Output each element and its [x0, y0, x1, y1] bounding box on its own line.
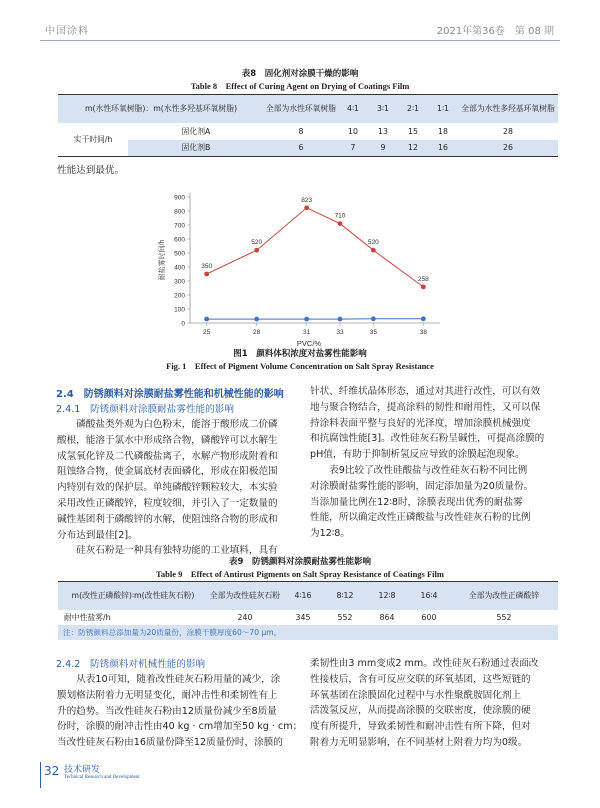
table8-cell: 15: [398, 123, 428, 140]
x-tick-label: 38: [419, 329, 427, 336]
y-tick-label: 900: [174, 194, 185, 202]
data-point: [204, 317, 209, 322]
header-divider: [40, 40, 560, 41]
table8-cell: 12: [398, 140, 428, 157]
text-line: 性能，所以确定改性正磷酸盐与改性硅灰石粉的比例: [310, 512, 531, 524]
data-point: [371, 316, 376, 321]
table8-row-name: 固化剂A: [128, 123, 264, 140]
table8-cell: 13: [368, 123, 398, 140]
text-line: 活泼氢反应，从而提高涂膜的交联密度，使涂膜的硬: [310, 705, 531, 717]
table8-col: 全部为水性多羟基环氧树脂: [458, 95, 558, 123]
text-line: 从表10可知，随着改性硅灰石粉用量的减少，涂: [57, 674, 281, 685]
data-point: [338, 221, 343, 226]
text-line: 性能达到最优。: [57, 165, 125, 176]
text-line: 硅灰石粉是一种具有独特功能的工业填料，具有: [57, 545, 278, 557]
subsection-heading: 2.4.2 防锈颜料对机械性能的影响: [56, 659, 206, 670]
page-number: 32: [44, 764, 60, 778]
figure1-chart: [150, 183, 450, 351]
x-tick-label: 31: [303, 329, 311, 336]
table8-cell: 10: [338, 123, 368, 140]
x-tick-label: 28: [253, 329, 261, 336]
table8-cell: 16: [428, 140, 458, 157]
y-axis-title: 耐盐雾时间/h: [159, 239, 166, 281]
table8-cell: 9: [368, 140, 398, 157]
text-line: 针状、纤维状晶体形态，通过对其进行改性，可以有效: [310, 386, 541, 397]
y-tick-label: 0: [181, 320, 185, 328]
table9-col: 12∶8: [366, 582, 408, 610]
data-point: [254, 317, 259, 322]
table9-cell: 600: [408, 610, 450, 627]
data-label: 823: [301, 196, 313, 204]
section-heading: 2.4 防锈颜料对涂膜耐盐雾性能和机械性能的影响: [56, 389, 284, 400]
issue-info: 2021年第36卷 第 08 期: [436, 26, 554, 37]
table8-col: 3∶1: [368, 95, 398, 123]
table9-title-en: Table 9 Effect of Antirust Pigments on Salt Spray Resistance of Coatings Film: [156, 569, 444, 579]
table8-cell: 7: [338, 140, 368, 157]
text-line: 当改性硅灰石粉由16质量份降至12质量份时，涂膜的: [57, 737, 283, 749]
table8-cell: 26: [458, 140, 558, 157]
text-line: 碱性基团利于磷酸锌的水解，使阻蚀络合物的形成和: [57, 513, 278, 525]
journal-name: 中国涂料: [45, 26, 89, 37]
table8-title-cn: 表8 固化剂对涂膜干燥的影响: [241, 69, 359, 79]
text-line: 阻蚀络合物，使金属底材表面磷化，形成在阳极范围: [57, 466, 278, 478]
y-tick-label: 800: [174, 208, 185, 216]
y-tick-label: 300: [174, 278, 185, 286]
y-tick-label: 600: [174, 236, 185, 244]
data-point: [421, 316, 426, 321]
footer-section-en: Technical Research and Development: [64, 775, 140, 780]
table8: [58, 94, 558, 157]
text-line: 持涂料表面平整与良好的光泽度，增加涂膜机械强度: [310, 417, 531, 429]
table8-col: 1∶1: [428, 95, 458, 123]
x-tick-label: 25: [203, 329, 211, 336]
text-line: 表9比较了改性硅酸盐与改性硅灰石粉不同比例: [310, 464, 528, 476]
figure1-caption-en: Fig. 1 Effect of Pigment Volume Concentration on Salt Spray Resistance: [166, 361, 434, 371]
table9-cell: 240: [208, 610, 282, 627]
y-tick-label: 700: [174, 222, 185, 230]
table8-cell: 6: [264, 140, 338, 157]
footer-section-cn: 技术研发: [64, 765, 101, 775]
table9-row-label: 耐中性盐雾/h: [58, 610, 208, 627]
text-line: 采用改性正磷酸锌，粒度较细，并引入了一定数量的: [57, 497, 278, 509]
table8-cell: 18: [428, 123, 458, 140]
table8-title-en: Table 8 Effect of Curing Agent on Drying of Coatings Film: [190, 81, 410, 91]
data-label: 350: [201, 263, 213, 270]
table9-col: 16∶4: [408, 582, 450, 610]
y-tick-label: 200: [174, 292, 185, 300]
text-line: 和抗腐蚀性能[3]。改性硅灰石粉呈碱性，可提高涂膜的: [310, 433, 545, 445]
y-tick-label: 400: [174, 264, 185, 272]
table8-col: 2∶1: [398, 95, 428, 123]
text-line: 磷酸盐类外观为白色粉末，能溶于酸形成二价磷: [57, 419, 278, 430]
data-point: [204, 272, 209, 277]
footer-divider: [40, 762, 41, 788]
text-line: pH值，有助于抑制析氢反应导致的涂膜起泡现象。: [310, 449, 525, 461]
text-line: 份时，涂膜的耐冲击性由40 kg · cm增加至50 kg · cm；: [57, 721, 303, 733]
table9-title-cn: 表9 防锈颜料对涂膜耐盐雾性能影响: [229, 557, 371, 567]
table9-col: 全部为改性硅灰石粉: [208, 582, 282, 610]
data-point: [304, 317, 309, 322]
text-line: 地与聚合物结合，提高涂料的韧性和耐用性，又可以保: [310, 401, 541, 413]
table8-row-name: 固化剂B: [128, 140, 264, 157]
figure1-caption-cn: 图1 颜料体积浓度对盐雾性能影响: [233, 349, 367, 359]
text-line: 对涂膜耐盐雾性能的影响，固定添加量为20质量份。: [310, 480, 534, 492]
data-label: 520: [367, 239, 379, 247]
data-point: [254, 248, 259, 253]
right-column: [310, 384, 560, 542]
text-line: 升的趋势。当改性硅灰石粉由12质量份减少至8质量: [57, 705, 277, 717]
y-tick-label: 500: [174, 250, 185, 258]
table8-header-label: m(水性环氧树脂)：m(水性多羟基环氧树脂): [58, 95, 264, 123]
table8-row-label: 实干时间/h: [58, 123, 128, 157]
x-tick-label: 33: [336, 329, 344, 336]
table9-col: 全部为改性正磷酸锌: [450, 582, 558, 610]
text-line: 分布达到最佳[2]。: [57, 529, 138, 541]
text-line: 附着力无明显影响，在不同基材上附着力均为0级。: [310, 736, 528, 748]
y-tick-label: 100: [174, 306, 185, 314]
text-line: 成氢氧化锌及二代磷酸盐离子，水解产物形成附着和: [57, 450, 278, 462]
data-label: 520: [251, 239, 263, 247]
table9-header-label: m(改性正磷酸锌)∶m(改性硅灰石粉): [58, 582, 208, 610]
subsection-heading: 2.4.1 防锈颜料对涂膜耐盐雾性能的影响: [56, 404, 234, 415]
text-line: 性接枝后，含有可反应交联的环氧基团，这些短链的: [310, 673, 531, 685]
data-point: [338, 317, 343, 322]
text-line: 当添加量比例在12∶8时，涂膜表现出优秀的耐盐雾: [310, 496, 523, 508]
bottom-right-column: [310, 656, 560, 751]
table8-cell: 8: [264, 123, 338, 140]
text-line: 酸根，能溶于氯水中形成络合物，磷酸锌可以水解生: [57, 434, 278, 446]
text-line: 为12∶8。: [310, 528, 350, 540]
table9-cell: 345: [282, 610, 324, 627]
table8-cell: 28: [458, 123, 558, 140]
bottom-left-column: [57, 672, 309, 751]
table9-note: 注：防锈颜料总添加量为20质量份，涂膜干膜厚度60～70 μm。: [58, 625, 558, 640]
table8-col: 全部为水性环氧树脂: [264, 95, 338, 123]
text-line: 度有所提升，导致柔韧性和耐冲击性有所下降，但对: [310, 721, 531, 733]
x-axis-title: PVC/%: [296, 339, 322, 348]
data-point: [371, 248, 376, 253]
left-column: [57, 417, 309, 559]
table8-col: 4∶1: [338, 95, 368, 123]
data-label: 710: [334, 212, 346, 220]
series-line: [207, 208, 424, 287]
table9-col: 4∶16: [282, 582, 324, 610]
text-line: 膜划格法附着力无明显变化，耐冲击性和柔韧性有上: [57, 689, 278, 701]
text-line: 环氧基团在涂膜固化过程中与水性聚酰胺固化剂上: [310, 689, 522, 701]
data-label: 258: [417, 275, 429, 283]
text-line: 内特别有效的保护层。单纯磷酸锌颗粒较大，本实验: [57, 482, 278, 494]
table9-cell: 864: [366, 610, 408, 627]
data-point: [304, 205, 309, 210]
text-line: 柔韧性由3 mm变成2 mm。改性硅灰石粉通过表面改: [310, 658, 539, 669]
table9-col: 8∶12: [324, 582, 366, 610]
x-tick-label: 35: [369, 329, 377, 336]
table9-cell: 552: [450, 610, 558, 627]
table9: [58, 581, 558, 627]
table9-cell: 552: [324, 610, 366, 627]
data-point: [421, 284, 426, 289]
